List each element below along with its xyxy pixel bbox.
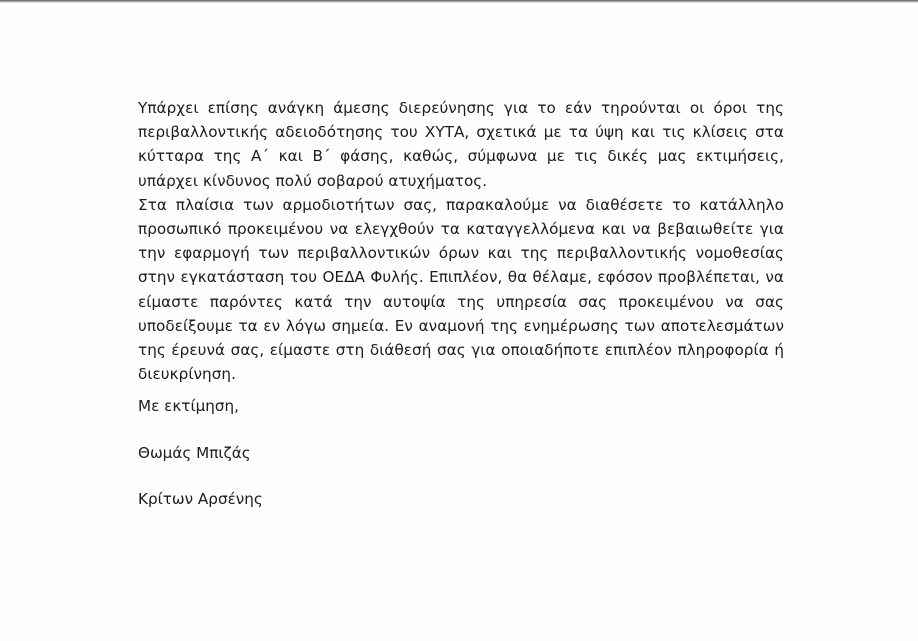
letter-body [138, 96, 784, 386]
signature-block [138, 394, 538, 512]
paragraph-2: Στα πλαίσια των αρμοδιοτήτων σας, παρακαλούμε να διαθέσετε το κατάλληλο προσωπικό προκειμένου να ελεγχθούν τα καταγγελλόμενα και να βεβαιωθείτε για την εφαρμογή των περιβαλλοντικών όρων και της περιβαλλοντικής νομοθεσίας στην εγκατάσταση του ΟΕΔΑ Φυλής. Επιπλέον, θα θέλαμε, εφόσον προβλέπεται, να είμαστε παρόντες κατά την αυτοψία της υπηρεσία σας προκειμένου να σας υποδείξουμε τα εν λόγω σημεία. Εν αναμονή της ενημέρωσης των αποτελεσμάτων της έρευνά σας, είμαστε στη διάθεσή σας για οποιαδήποτε επιπλέον πληροφορία ή διευκρίνηση. [138, 195, 784, 384]
signatory-name-2: Κρίτων Αρσένης [138, 490, 263, 509]
page-top-edge-shadow [0, 0, 918, 3]
signatory-name-1: Θωμάς Μπιζάς [138, 443, 251, 462]
paragraph-1: Υπάρχει επίσης ανάγκη άμεσης διερεύνησης για το εάν τηρούνται οι όροι της περιβαλλοντικής αδειοδότησης του ΧΥΤΑ, σχετικά με τα ύψη και τις κλίσεις στα κύτταρα της Α΄ και Β΄ φάσης, καθώς, σύμφωνα με τις δικές μας εκτιμήσεις, υπάρχει κίνδυνος πολύ σοβαρού ατυχήματος. [138, 99, 784, 190]
signature-closing: Με εκτίμηση, [138, 397, 239, 415]
